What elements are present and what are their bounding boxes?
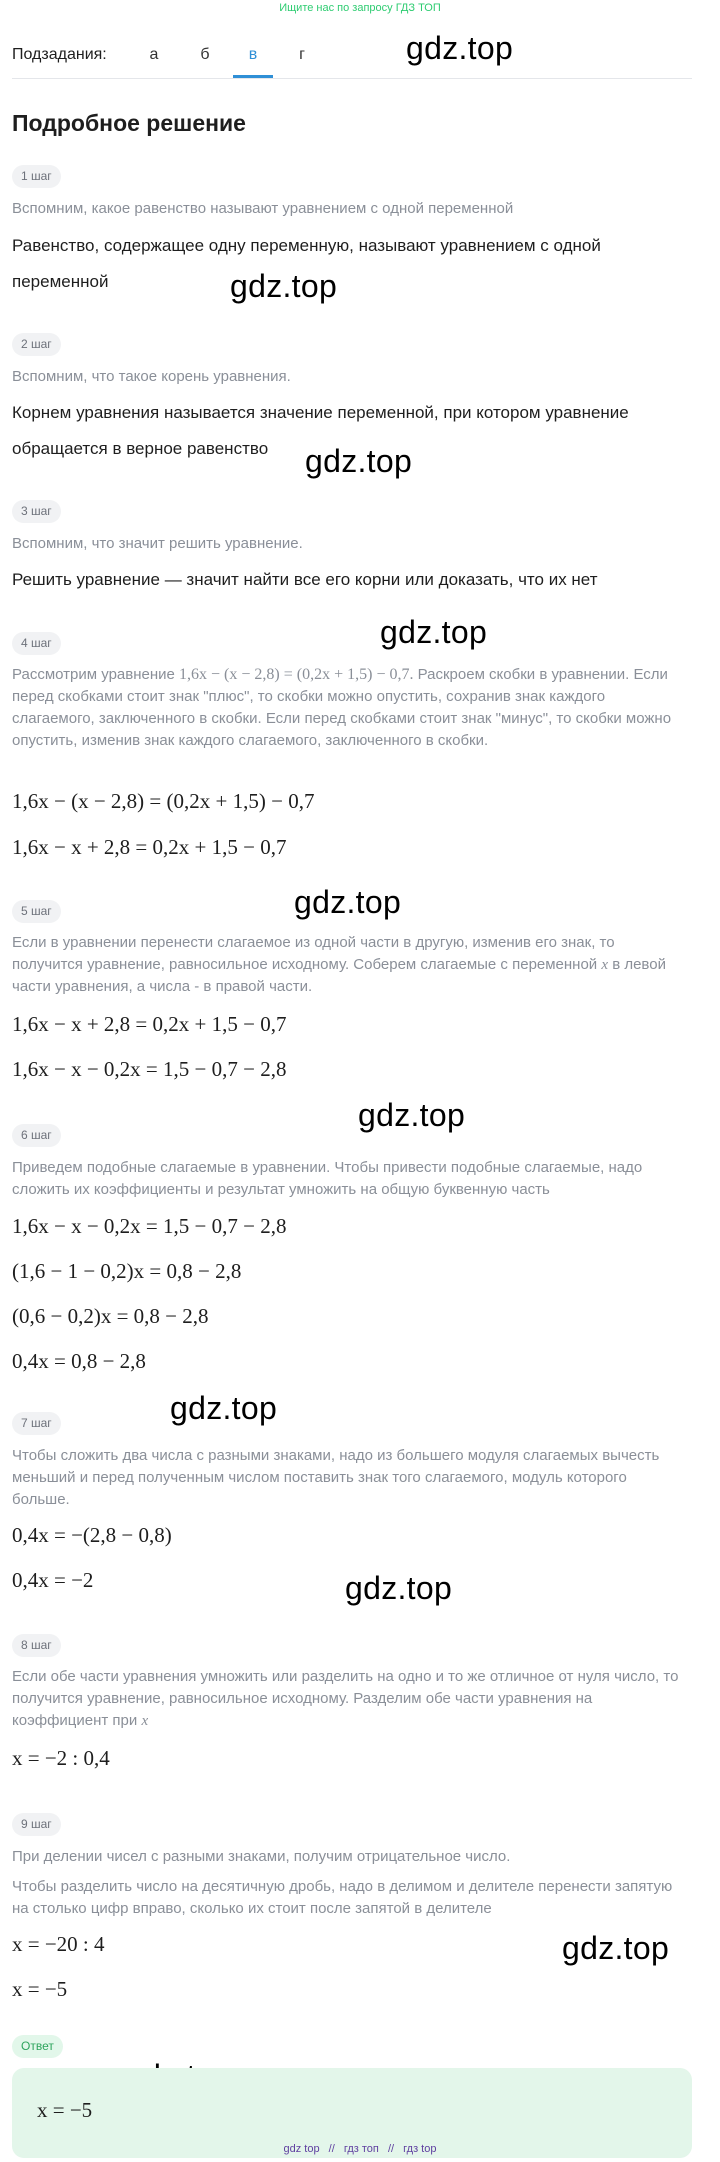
step-badge: 9 шаг [12,1813,61,1836]
equation: 1,6x − (x − 2,8) = (0,2x + 1,5) − 0,7 [12,789,315,813]
watermark: gdz.top [305,443,413,479]
equation: 1,6x − x + 2,8 = 0,2x + 1,5 − 0,7 [12,1012,287,1036]
tab-a[interactable]: а [149,46,159,63]
tab-g[interactable]: г [299,46,305,63]
step-main-text: Равенство, содержащее одну переменную, называют уравнением с одной переменной [12,236,601,291]
footer-link[interactable]: гдз топ [343,2143,379,2155]
watermark: gdz.top [406,30,514,66]
step-main-text: Корнем уравнения называется значение переменной, при котором уравнение обращается в верное равенство [12,403,629,458]
equation: 0,4x = −(2,8 − 0,8) [12,1523,172,1547]
equation: (0,6 − 0,2)x = 0,8 − 2,8 [12,1304,209,1328]
inline-variable: x [141,1713,149,1729]
hint-text: в левой части уравнения, а числа - в правой части. [12,956,666,995]
watermark: gdz.top [170,1390,278,1426]
hint-text: Если обе части уравнения умножить или разделить на одно и то же отличное от нуля число, то получится уравнение, равносильное исходному. Разделим обе части уравнения на коэффициент при [12,1668,679,1729]
step-badge: 6 шаг [12,1124,61,1147]
step-hint [12,1666,688,1732]
step-hint: Вспомним, что значит решить уравнение. [12,535,303,552]
step-badge: 5 шаг [12,900,61,923]
watermark: gdz.top [380,614,488,650]
step-hint: Приведем подобные слагаемые в уравнении. Чтобы привести подобные слагаемые, надо сложить их коэффициенты и результат умножить на общую буквенную часть [12,1159,643,1198]
step-hint [12,932,688,998]
hint-text: Если в уравнении перенести слагаемое из одной части в другую, изменив его знак, то получится уравнение, равносильное исходному. Соберем слагаемые с переменной [12,934,615,973]
step-hint: Чтобы сложить два числа с разными знаками, надо из большего модуля слагаемых вычесть меньший и перед полученным числом поставить знак того слагаемого, модуль которого больше. [12,1447,660,1508]
solution-heading: Подробное решение [12,110,246,136]
step-badge: 7 шаг [12,1412,61,1435]
answer-equation: x = −5 [37,2098,93,2122]
step-badge: 1 шаг [12,165,61,188]
watermark: gdz.top [294,884,402,920]
equation: x = −20 : 4 [12,1932,105,1956]
step-hint: Вспомним, какое равенство называют уравнением с одной переменной [12,200,514,217]
footer-link[interactable]: гдз top [403,2143,437,2155]
step-hint: Вспомним, что такое корень уравнения. [12,368,291,385]
subtasks-bar [12,46,692,79]
watermark: gdz.top [345,1570,453,1606]
watermark: gdz.top [230,268,338,304]
step-badge: 4 шаг [12,632,61,655]
equation: x = −5 [12,1977,68,2001]
inline-equation: 1,6x − (x − 2,8) = (0,2x + 1,5) − 0,7. [179,666,414,683]
footer-separator: // [328,2143,335,2155]
step-main-text: Решить уравнение — значит найти все его корни или доказать, что их нет [12,570,598,589]
step-badge: 2 шаг [12,333,61,356]
watermark: gdz.top [562,1930,670,1966]
equation: x = −2 : 0,4 [12,1746,110,1770]
watermark: gdz.top [358,1097,466,1133]
search-banner: Ищите нас по запросу ГДЗ ТОП [279,2,441,14]
hint-text: Раскроем скобки в уравнении. Если перед скобками стоит знак "плюс", то скобки можно опустить, сохранив знак каждого слагаемого, заключенного в скобки. Если перед скобками стоит знак "минус", то скобки можно опустить, изменив знак каждого слагаемого, заключенного в скобки. [12,666,672,749]
step-hint: При делении чисел с разными знаками, получим отрицательное число. [12,1848,511,1865]
footer-separator: // [387,2143,395,2155]
step-hint [12,664,688,752]
equation: 1,6x − x + 2,8 = 0,2x + 1,5 − 0,7 [12,835,287,859]
step-badge: 3 шаг [12,500,61,523]
equation: 0,4x = −2 [12,1568,94,1592]
inline-variable: x [601,957,609,973]
answer-badge: Ответ [12,2035,63,2058]
hint-text: Рассмотрим уравнение [12,666,180,683]
tab-v[interactable]: в [233,46,273,78]
footer-link[interactable]: gdz top [283,2143,320,2155]
step-hint: Чтобы разделить число на десятичную дробь, надо в делимом и делителе перенести запятую на столько цифр вправо, сколько их стоит после запятой в делителе [12,1878,673,1917]
equation: 0,4x = 0,8 − 2,8 [12,1349,146,1373]
tab-b[interactable]: б [200,46,210,63]
equation: 1,6x − x − 0,2x = 1,5 − 0,7 − 2,8 [12,1057,287,1081]
equation: 1,6x − x − 0,2x = 1,5 − 0,7 − 2,8 [12,1214,287,1238]
step-badge: 8 шаг [12,1634,61,1657]
footer-links [0,2143,720,2155]
equation: (1,6 − 1 − 0,2)x = 0,8 − 2,8 [12,1259,242,1283]
subtasks-label: Подзадания: [12,46,107,63]
